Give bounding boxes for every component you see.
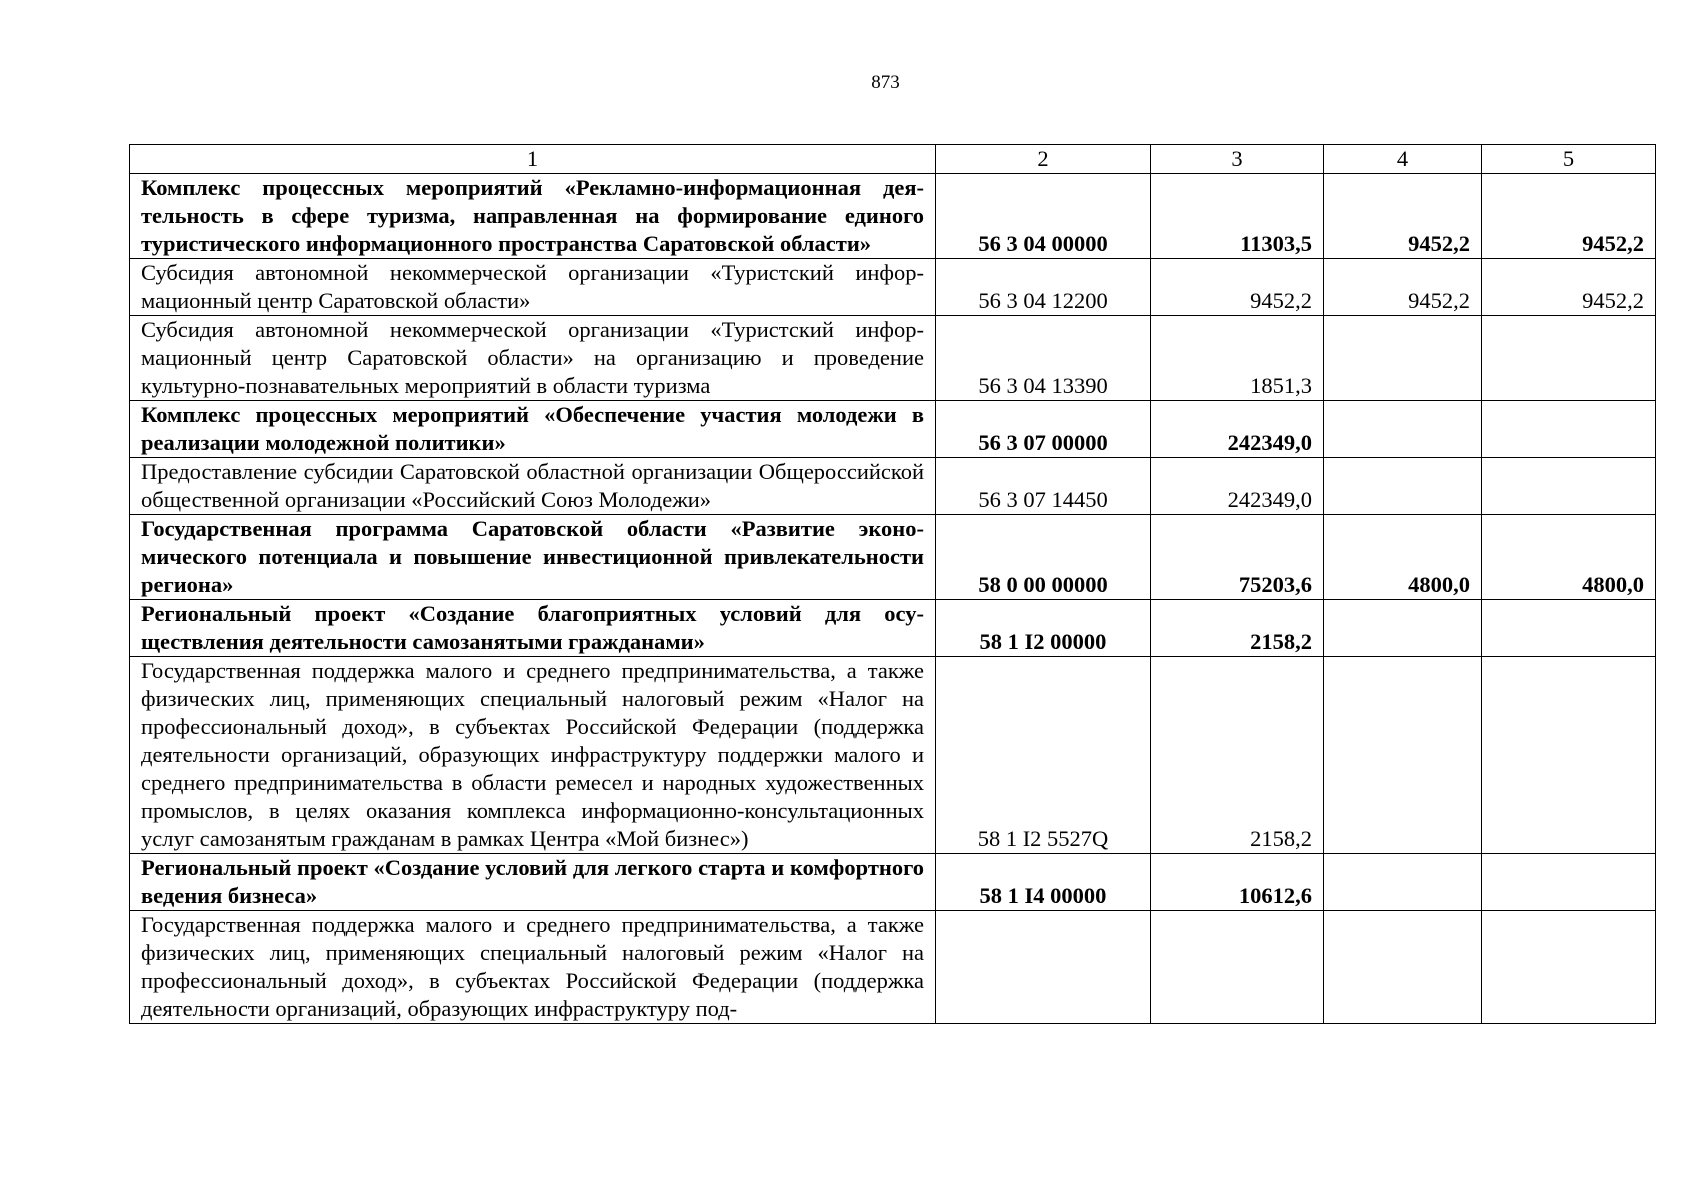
row-value-col4: [1324, 316, 1482, 401]
row-value-col4: [1324, 854, 1482, 911]
table-row: [130, 911, 1656, 1024]
row-value-col5: [1482, 316, 1656, 401]
row-value-col5: [1482, 657, 1656, 854]
row-description: Региональный проект «Создание условий для легкого старта и комфортного ведения бизнеса»: [130, 854, 936, 911]
row-value-col3: 11303,5: [1151, 174, 1324, 259]
row-budget-code: 56 3 07 00000: [936, 401, 1151, 458]
table-row: [130, 657, 1656, 854]
row-value-col4: [1324, 600, 1482, 657]
table-row: [130, 316, 1656, 401]
row-description: Субсидия автономной некоммерческой организации «Туристский информационный центр Саратовской области» на организацию и проведение культурно-познавательных мероприятий в области туризма: [130, 316, 936, 401]
row-budget-code: 56 3 07 14450: [936, 458, 1151, 515]
row-description: Государственная поддержка малого и среднего предпринимательства, а также физических лиц, применяющих специальный налоговый режим «Налог на профессиональный доход», в субъектах Российской Федерации (поддержка деятельности организаций, образующих инфраструктуру поддержки малого и среднего предпринимательства в области ремесел и народных художественных промыслов, в целях оказания комплекса информационно-консультационных услуг самозанятым гражданам в рамках Центра «Мой бизнес»): [130, 657, 936, 854]
row-description: Предоставление субсидии Саратовской областной организации Общероссийской общественной организации «Российский Союз Молодежи»: [130, 458, 936, 515]
row-value-col3: 1851,3: [1151, 316, 1324, 401]
page-number: 873: [871, 72, 900, 93]
row-budget-code: 56 3 04 12200: [936, 259, 1151, 316]
row-value-col4: 4800,0: [1324, 515, 1482, 600]
table-row: [130, 174, 1656, 259]
row-value-col5: [1482, 854, 1656, 911]
column-header-4: 4: [1324, 145, 1482, 174]
row-description: Государственная поддержка малого и среднего предпринимательства, а также физических лиц, применяющих специальный налоговый режим «Налог на профессиональный доход», в субъектах Российской Федерации (поддержка деятельности организаций, образующих инфраструктуру под-: [130, 911, 936, 1024]
row-description: Региональный проект «Создание благоприятных условий для осуществления деятельности самозанятыми гражданами»: [130, 600, 936, 657]
row-value-col3: 2158,2: [1151, 600, 1324, 657]
table-header-row: [130, 145, 1656, 174]
row-budget-code: 58 0 00 00000: [936, 515, 1151, 600]
row-value-col3: 9452,2: [1151, 259, 1324, 316]
row-value-col5: [1482, 458, 1656, 515]
row-value-col5: 4800,0: [1482, 515, 1656, 600]
row-budget-code: 58 1 I2 00000: [936, 600, 1151, 657]
row-description: Государственная программа Саратовской области «Развитие экономического потенциала и повышение инвестиционной привлекательности региона»: [130, 515, 936, 600]
budget-table: [129, 144, 1656, 1024]
table-row: [130, 259, 1656, 316]
row-value-col5: [1482, 600, 1656, 657]
table-row: [130, 600, 1656, 657]
row-value-col4: [1324, 911, 1482, 1024]
row-value-col3: 242349,0: [1151, 458, 1324, 515]
row-budget-code: 56 3 04 13390: [936, 316, 1151, 401]
row-value-col3: 242349,0: [1151, 401, 1324, 458]
table-row: [130, 458, 1656, 515]
row-value-col3: [1151, 911, 1324, 1024]
row-value-col4: [1324, 458, 1482, 515]
row-budget-code: 58 1 I2 5527Q: [936, 657, 1151, 854]
row-value-col3: 2158,2: [1151, 657, 1324, 854]
row-value-col3: 10612,6: [1151, 854, 1324, 911]
budget-table-body: [130, 145, 1656, 1024]
row-value-col4: [1324, 401, 1482, 458]
column-header-5: 5: [1482, 145, 1656, 174]
row-description: Комплекс процессных мероприятий «Рекламно-информационная деятельность в сфере туризма, направленная на формирование единого туристического информационного пространства Саратовской области»: [130, 174, 936, 259]
row-value-col4: 9452,2: [1324, 259, 1482, 316]
row-value-col4: [1324, 657, 1482, 854]
row-value-col5: [1482, 911, 1656, 1024]
row-value-col3: 75203,6: [1151, 515, 1324, 600]
table-row: [130, 854, 1656, 911]
table-row: [130, 401, 1656, 458]
row-description: Субсидия автономной некоммерческой организации «Туристский информационный центр Саратовской области»: [130, 259, 936, 316]
row-value-col4: 9452,2: [1324, 174, 1482, 259]
row-budget-code: [936, 911, 1151, 1024]
row-description: Комплекс процессных мероприятий «Обеспечение участия молодежи в реализации молодежной политики»: [130, 401, 936, 458]
column-header-1: 1: [130, 145, 936, 174]
row-budget-code: 56 3 04 00000: [936, 174, 1151, 259]
row-value-col5: 9452,2: [1482, 259, 1656, 316]
row-value-col5: 9452,2: [1482, 174, 1656, 259]
row-value-col5: [1482, 401, 1656, 458]
column-header-3: 3: [1151, 145, 1324, 174]
row-budget-code: 58 1 I4 00000: [936, 854, 1151, 911]
column-header-2: 2: [936, 145, 1151, 174]
table-row: [130, 515, 1656, 600]
